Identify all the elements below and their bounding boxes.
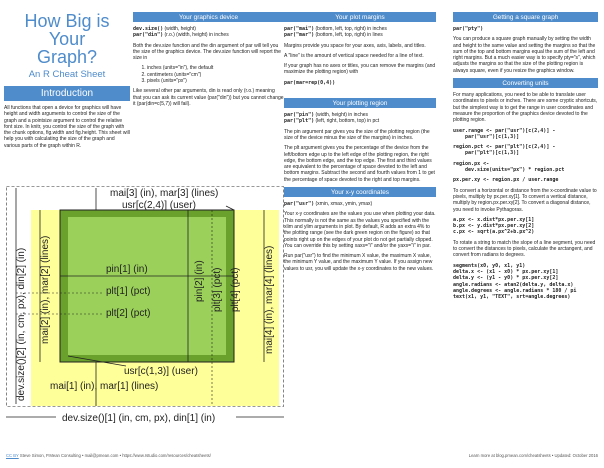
square-section: par("pty") You can produce a square graph manually by setting the width and height to the same value and setting the margins so that the sum of the top and bottom margins equal the sum of the left and right margins. But a much easier way is to specify pty="s", which adjusts the margins so that the size of the plotting region is always square, even if you resize the graphics window. <box>453 26 596 74</box>
label-usr24: usr[c(2,4)] (user) <box>122 200 196 211</box>
label-pin2: pin[2] (in) <box>194 260 205 302</box>
device-code-1: dev.size() <box>133 26 164 32</box>
label-mai3: mai[3] (in), mar[3] (lines) <box>110 188 219 199</box>
page-subtitle: An R Cheat Sheet <box>28 69 106 80</box>
label-mai4: mai[4] (in), mar[4] (lines) <box>264 245 275 354</box>
xycoords-section: par("usr") (xmin, xmax, ymin, ymax) Your x-y coordinates are the values you use when plotting your data. This normally is not the same as the values you specified with the xlim and ylim arguments in plot. By default, R adds an extra 4% to the plotting range (see the dark green region on the figure) so that points right up on the edges of your plot do not get partially clipped. You can override this by setting xaxs="i" and/or the yaxs="i" in par. Run par("usr") to find the minimum X value, the maximum X value, the minimum Y value, and the maximum Y value. If you assign new values to usr, you will update the x-y coordinates to the new values. <box>284 201 436 272</box>
column-3 <box>284 12 436 276</box>
label-devsize2: dev.size()[2] (in, cm, px), din[2] (in) <box>16 247 27 401</box>
code-block-1: user.range <- par("usr")[c(2,4)] - par("usr")[c(1,3)] <box>453 127 556 140</box>
plot-anatomy-diagram <box>6 186 284 432</box>
square-header: Getting a square graph <box>453 12 598 22</box>
cc-by-link[interactable]: CC BY <box>6 453 19 458</box>
code-block-2: region.pct <- par("plt")[c(2,4)] - par("plt")[c(1,3)] <box>453 144 556 157</box>
page-title: How Big is Your Graph? <box>24 11 110 67</box>
device-section: dev.size() (width, height) par("din") (r.o.) (width, height) in inches Both the dev.size function and the din argument of par will tell you the size of the graphics device. The dev.size function will report the size in 1. inches (units="in"), the default 2. centimeters (units="cm") 3. pixels (units="px") Like several other par arguments, din is read only (r.o.) meaning that you can ask its current value (par("din")) but you cannot change it (par(din=c(5,7)) will fail). <box>133 26 284 107</box>
margins-header: Your plot margins <box>284 12 436 22</box>
device-paragraph-2: Like several other par arguments, din is read only (r.o.) meaning that you can ask its current value (par("din")) but you cannot change it (par(din=c(5,7)) will fail). <box>133 88 284 107</box>
margins-section: par("mai") (bottom, left, top, right) in inches par("mar") (bottom, left, top, right) in lines Margins provide you space for your axes, axis, labels, and titles. A "line" is the amount of vertical space needed for a line of text. If your graph has no axes or titles, you can remove the margins (and maximize the plotting region) with par(mar=rep(0,4)) <box>284 26 436 86</box>
label-usr13: usr[c(1,3)] (user) <box>124 366 198 377</box>
units-list <box>133 65 284 84</box>
converting-header: Converting units <box>453 78 598 88</box>
footer-right-text: Learn more at blog.pmean.com/cheatsheets • Updated: October 2016 <box>468 453 598 458</box>
device-code-2: par("din") <box>133 32 164 39</box>
label-pin1: pin[1] (in) <box>106 264 148 275</box>
label-plt1: plt[1] (pct) <box>106 286 151 297</box>
code-block-5: a.px <- x.dist*px.per.xy[1] b.px <- y.dist*px.per.xy[2] c.px <- sqrt(a.px^2+b.px^2) <box>453 216 535 236</box>
column-1 <box>4 12 130 149</box>
column-2 <box>133 12 284 111</box>
xycoords-header: Your x-y coordinates <box>284 187 436 197</box>
converting-section: For many applications, you need to be able to translate user coordinates to pixels or inches. There are some cryptic shortcuts, but the simplest way is to get the range in user coordinates and measure the proportion of the graphics device devoted to the plotting region. user.range <- par("usr")[c(2,4)] - par("usr")[c(1,3)] region.pct <- par("plt")[c(2,4)] - par("plt")[c(1,3)] region.px <- dev.size(units="px") * region.pct px.per.xy <- region.px / user.range To convert a horizontal or distance from the x-coordinate value to pixels, multiply by px.per.xy[1]. To convert a vertical distance, multiply by region.px.per.xy[2]. To convert a diagonal distance, you need to invoke Pythagoras. a.px <- x.dist*px.per.xy[1] b.px <- y.dist*px.per.xy[2] c.px <- sqrt(a.px^2+b.px^2) To rotate a string to match the slope of a line segment, you need to convert the distances to pixels, calculate the arctangent, and convert from radians to degrees. segments(x0, y0, x1, y1) delta.x <- (x1 - x0) * px.per.xy[1] delta.y <- (y1 - y0) * px.per.xy[2] angle.radians <- atan2(delta.y, delta.x) angle.degrees <- angle.radians * 180 / pi text(x1, y1, "TEXT", srt=angle.degrees) <box>453 92 598 301</box>
label-mai1: mai[1] (in), mar[1] (lines) <box>50 381 159 392</box>
units-item: 2. centimeters (units="cm") <box>147 72 284 78</box>
code-block-6: segments(x0, y0, x1, y1) delta.x <- (x1 - x0) * px.per.xy[1] delta.y <- (y1 - y0) * px.per.xy[2] angle.radians <- atan2(delta.y, delta.x) angle.degrees <- angle.radians * 180 / pi text(x1, y1, "TEXT", srt=angle.degrees) <box>453 262 577 301</box>
label-mai2: mai[2] (in), mar[2] (lines) <box>40 235 51 344</box>
label-plt4: plt[4] (pct) <box>230 267 241 312</box>
footer-left-text: Steve Simon, P.Mean Consulting • mail@pmean.com • https://www.rstudio.com/resources/cheatsheets/ <box>19 453 211 458</box>
usr24-arrow <box>226 206 234 210</box>
intro-header: Introduction <box>4 86 130 101</box>
column-4 <box>453 12 598 300</box>
units-item: 1. inches (units="in"), the default <box>147 65 284 71</box>
footer <box>6 453 598 458</box>
plotregion-section: par("pin") (width, height) in inches par("plt") (left, right, bottom, top) in pct The pin argument par gives you the size of the plotting region (the size of the device minus the size of the margins) in inches. The plt argument gives you the percentage of the device from the left/bottom edge up to the left edge of the plotting region, the right edge, the bottom edge, and the top edge. The first and third values are equivalent to the percentage of space devoted to the left and bottom margins. Subtract the second and fourth values from 1 to get the percentage of space devoted to the right and top margins. <box>284 112 435 183</box>
label-plt2: plt[2] (pct) <box>106 308 151 319</box>
code-block-3: region.px <- dev.size(units="px") * region.pct <box>453 160 565 174</box>
device-paragraph-1: Both the dev.size function and the din argument of par will tell you the size of the graphics device. The dev.size function will report the size in <box>133 42 281 62</box>
device-header: Your graphics device <box>133 12 284 22</box>
intro-text: All functions that open a device for graphics will have height and width arguments to control the size of the graph and a pointsize argument to control the relative font size. In knitr, you control the size of the graph with the chunk options, fig.width and fig.height. This sheet will help you with calculating the size of the graph and various parts of the graph within R. <box>4 105 130 149</box>
label-plt3: plt[3] (pct) <box>212 267 223 312</box>
margins-code-3: par(mar=rep(0,4)) <box>284 79 336 86</box>
code-block-4: px.per.xy <- region.px / user.range <box>453 177 559 184</box>
label-devsize1: dev.size()[1] (in, cm, px), din[1] (in) <box>62 413 216 424</box>
plotregion-header: Your plotting region <box>284 98 436 108</box>
units-item: 3. pixels (units="px") <box>147 78 284 84</box>
